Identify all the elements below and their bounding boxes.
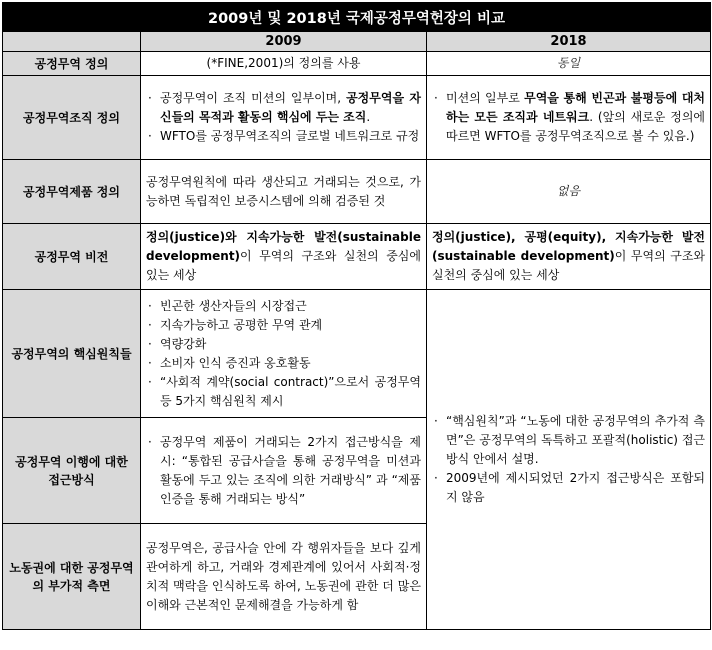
list-item: · 공정무역 제품이 거래되는 2가지 접근방식을 제시: “통합된 공급사슬을 통해 공정무역을 미션과 활동에 두고 있는 조직에 의한 거래방식” 과 “제품인증을 통해 거래되는 방식” <box>146 433 421 509</box>
list-item: · 빈곤한 생산자들의 시장접근 <box>146 297 421 316</box>
cell-2018: 없음 <box>427 160 711 224</box>
comparison-table <box>2 2 711 630</box>
row-label: 공정무역 이행에 대한 접근방식 <box>3 418 141 524</box>
list-item: · 2009년에 제시되었던 2가지 접근방식은 포함되지 않음 <box>432 469 705 507</box>
row-label: 공정무역 정의 <box>3 52 141 76</box>
table-row <box>3 290 711 418</box>
cell-2018 <box>427 76 711 160</box>
cell-2009: (*FINE,2001)의 정의를 사용 <box>141 52 427 76</box>
cell-2018: 정의(justice), 공평(equity), 지속가능한 발전(sustainable development)이 무역의 구조와 실천의 중심에 있는 세상 <box>427 224 711 290</box>
row-label: 공정무역조직 정의 <box>3 76 141 160</box>
list-item: · “핵심원칙”과 “노동에 대한 공정무역의 추가적 측면”은 공정무역의 독특하고 포괄적(holistic) 접근방식 안에서 설명. <box>432 412 705 469</box>
cell-2009: 공정무역은, 공급사슬 안에 각 행위자들을 보다 깊게 관여하게 하고, 거래와 경제관계에 있어서 사회적·정치적 맥락을 인식하도록 하여, 노동권에 관한 더 많은 이해와 근본적인 문제해결을 가능하게 함 <box>141 524 427 630</box>
cell-2009 <box>141 418 427 524</box>
corner-cell <box>3 32 141 52</box>
list-item: · 지속가능하고 공평한 무역 관계 <box>146 316 421 335</box>
table-title: 2009년 및 2018년 국제공정무역헌장의 비교 <box>3 3 711 32</box>
cell-2009 <box>141 76 427 160</box>
row-label: 노동권에 대한 공정무역의 부가적 측면 <box>3 524 141 630</box>
list-item: · WFTO를 공정무역조직의 글로벌 네트워크로 규정 <box>146 127 421 146</box>
list-item: · 공정무역이 조직 미션의 일부이며, 공정무역을 자신들의 목적과 활동의 핵심에 두는 조직. <box>146 89 421 127</box>
cell-2009: 정의(justice)와 지속가능한 발전(sustainable development)이 무역의 구조와 실천의 중심에 있는 세상 <box>141 224 427 290</box>
cell-2018 <box>427 290 711 630</box>
row-label: 공정무역제품 정의 <box>3 160 141 224</box>
list-item: · 소비자 인식 증진과 옹호활동 <box>146 354 421 373</box>
column-header-2018: 2018 <box>427 32 711 52</box>
row-label: 공정무역 비전 <box>3 224 141 290</box>
cell-2018: 동일 <box>427 52 711 76</box>
row-label: 공정무역의 핵심원칙들 <box>3 290 141 418</box>
column-header-2009: 2009 <box>141 32 427 52</box>
table-row <box>3 52 711 76</box>
cell-2009 <box>141 290 427 418</box>
list-item: · 미션의 일부로 무역을 통해 빈곤과 불평등에 대처하는 모든 조직과 네트워크. (앞의 새로운 정의에 따르면 WFTO를 공정무역조직으로 볼 수 있음.) <box>432 89 705 146</box>
list-item: · “사회적 계약(social contract)”으로서 공정무역 등 5가지 핵심원칙 제시 <box>146 373 421 411</box>
table-row <box>3 160 711 224</box>
table-row <box>3 76 711 160</box>
list-item: · 역량강화 <box>146 335 421 354</box>
table-row <box>3 224 711 290</box>
cell-2009: 공정무역원칙에 따라 생산되고 거래되는 것으로, 가능하면 독립적인 보증시스템에 의해 검증된 것 <box>141 160 427 224</box>
